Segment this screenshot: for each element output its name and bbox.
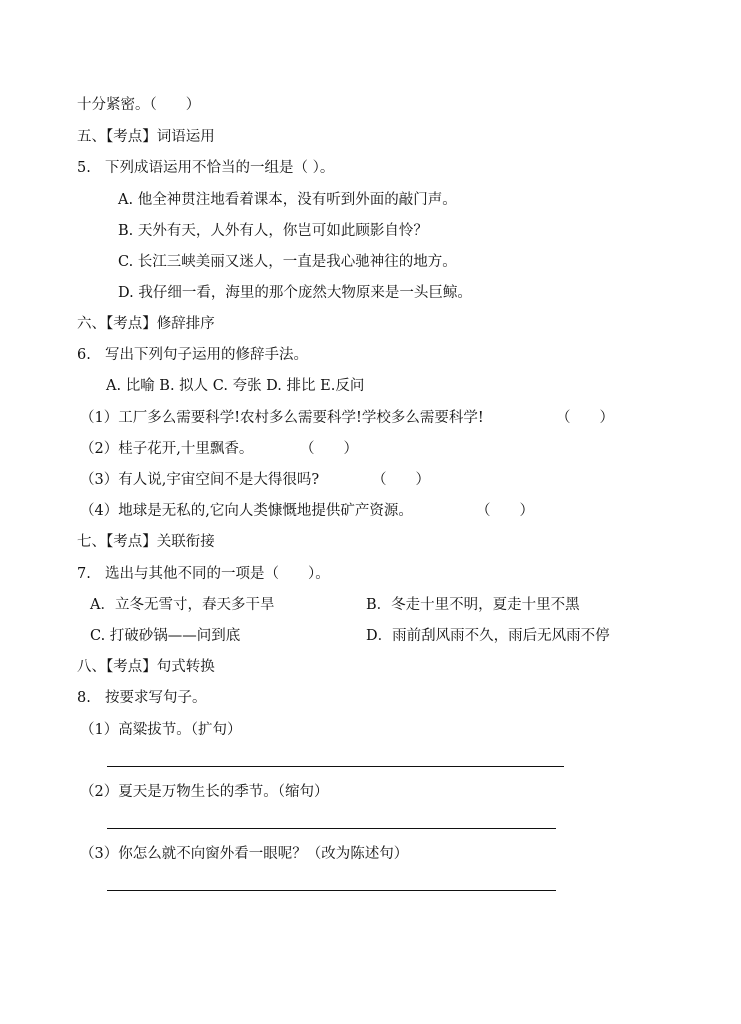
question-text: 选出与其他不同的一项是（ ）。 <box>105 566 330 582</box>
section-8-heading: 八、【考点】句式转换 <box>77 659 215 675</box>
section-7-heading: 七、【考点】关联衔接 <box>77 534 215 550</box>
answer-parens: （ ） <box>476 503 534 519</box>
answer-line[interactable] <box>107 890 556 891</box>
question-number: 5. <box>77 160 91 176</box>
question-number: 7. <box>77 566 91 582</box>
question-8-item-3: （3）你怎么就不向窗外看一眼呢？（改为陈述句） <box>80 846 409 862</box>
question-6-item-3: （3）有人说,宇宙空间不是大得很吗? <box>80 472 320 488</box>
question-text: 写出下列句子运用的修辞手法。 <box>105 347 308 363</box>
question-6-item-1: （1）工厂多么需要科学!农村多么需要科学!学校多么需要科学! <box>80 410 484 426</box>
answer-line[interactable] <box>107 828 556 829</box>
question-6 <box>77 345 308 365</box>
question-6-item-2: （2）桂子花开,十里飘香。 <box>80 441 254 457</box>
question-6-item-4: （4）地球是无私的,它向人类慷慨地提供矿产资源。 <box>80 503 413 519</box>
question-5-option-b: B. 天外有天，人外有人，你岂可如此顾影自怜？ <box>118 223 428 239</box>
answer-parens: （ ） <box>300 441 358 457</box>
answer-line[interactable] <box>107 766 564 767</box>
question-8-item-2: （2）夏天是万物生长的季节。（缩句） <box>80 784 329 800</box>
question-number: 8. <box>77 690 91 706</box>
answer-parens: （ ） <box>556 410 614 426</box>
question-8-item-1: （1）高粱拔节。（扩句） <box>80 722 242 738</box>
question-6-options: A. 比喻 B. 拟人 C. 夸张 D. 排比 E.反问 <box>106 378 365 394</box>
question-7 <box>77 564 330 584</box>
question-7-option-d: D．雨前刮风雨不久，雨后无风雨不停 <box>366 628 610 644</box>
question-text: 按要求写句子。 <box>105 690 207 706</box>
section-6-heading: 六、【考点】修辞排序 <box>77 316 215 332</box>
question-5-option-c: C. 长江三峡美丽又迷人，一直是我心驰神往的地方。 <box>118 254 457 270</box>
question-7-option-b: B．冬走十里不明，夏走十里不黑 <box>366 597 580 613</box>
question-5-option-d: D. 我仔细一看，海里的那个庞然大物原来是一头巨鲸。 <box>118 285 472 301</box>
question-7-option-c: C. 打破砂锅——问到底 <box>90 628 241 644</box>
question-7-option-a: A．立冬无雪寸，春天多干旱 <box>90 597 275 613</box>
question-text: 下列成语运用不恰当的一组是（ ）。 <box>105 160 335 176</box>
question-number: 6. <box>77 347 91 363</box>
question-5-option-a: A. 他全神贯注地看着课本，没有听到外面的敲门声。 <box>118 192 457 208</box>
question-8 <box>77 688 207 708</box>
answer-parens: （ ） <box>372 472 430 488</box>
continued-line: 十分紧密。（ ） <box>77 97 201 113</box>
question-5 <box>77 158 334 178</box>
section-5-heading: 五、【考点】词语运用 <box>77 129 215 145</box>
